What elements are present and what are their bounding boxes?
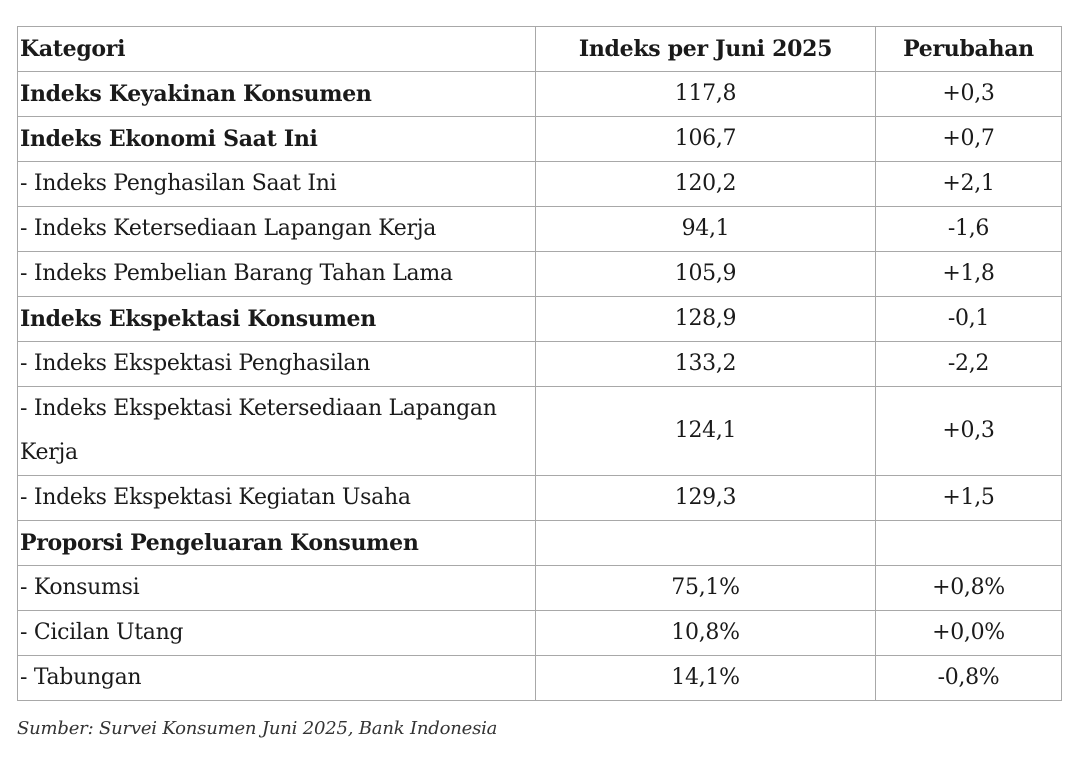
row-label: Indeks Ekspektasi Konsumen [18,297,536,342]
source-caption: Sumber: Survei Konsumen Juni 2025, Bank Indonesia [17,718,498,739]
table-row [18,521,1062,566]
row-value [536,521,876,566]
row-value: 106,7 [536,117,876,162]
row-label: - Cicilan Utang [18,611,536,656]
table-row [18,476,1062,521]
row-label: - Indeks Ekspektasi Kegiatan Usaha [18,476,536,521]
table-row [18,566,1062,611]
table-row [18,342,1062,387]
header-indeks: Indeks per Juni 2025 [536,27,876,72]
row-value: 14,1% [536,656,876,701]
table-row [18,72,1062,117]
row-value: 128,9 [536,297,876,342]
row-label: - Indeks Pembelian Barang Tahan Lama [18,252,536,297]
row-change: +1,5 [876,476,1062,521]
row-change: -0,1 [876,297,1062,342]
row-value: 117,8 [536,72,876,117]
row-value: 133,2 [536,342,876,387]
row-value: 124,1 [536,387,876,476]
row-label: - Konsumsi [18,566,536,611]
row-label: - Tabungan [18,656,536,701]
consumer-survey-table [17,26,1062,701]
row-label: Indeks Ekonomi Saat Ini [18,117,536,162]
row-value: 94,1 [536,207,876,252]
table-row [18,297,1062,342]
table-header-row [18,27,1062,72]
header-kategori: Kategori [18,27,536,72]
row-label: - Indeks Ekspektasi Penghasilan [18,342,536,387]
table-row [18,207,1062,252]
header-perubahan: Perubahan [876,27,1062,72]
table-row [18,117,1062,162]
row-change: +1,8 [876,252,1062,297]
row-label: - Indeks Ekspektasi Ketersediaan Lapangan Kerja [18,387,536,476]
table-row [18,611,1062,656]
row-change: +0,8% [876,566,1062,611]
table-row [18,162,1062,207]
row-change: +0,3 [876,387,1062,476]
row-change: +0,0% [876,611,1062,656]
row-change: +2,1 [876,162,1062,207]
row-label: - Indeks Ketersediaan Lapangan Kerja [18,207,536,252]
row-label: Proporsi Pengeluaran Konsumen [18,521,536,566]
table-row [18,387,1062,476]
row-change [876,521,1062,566]
row-value: 120,2 [536,162,876,207]
row-change: -1,6 [876,207,1062,252]
table-row [18,656,1062,701]
data-table-container [17,26,1062,701]
row-label: - Indeks Penghasilan Saat Ini [18,162,536,207]
row-value: 75,1% [536,566,876,611]
row-label: Indeks Keyakinan Konsumen [18,72,536,117]
row-value: 10,8% [536,611,876,656]
row-value: 129,3 [536,476,876,521]
row-change: -2,2 [876,342,1062,387]
row-change: +0,3 [876,72,1062,117]
table-row [18,252,1062,297]
row-change: +0,7 [876,117,1062,162]
row-value: 105,9 [536,252,876,297]
row-change: -0,8% [876,656,1062,701]
